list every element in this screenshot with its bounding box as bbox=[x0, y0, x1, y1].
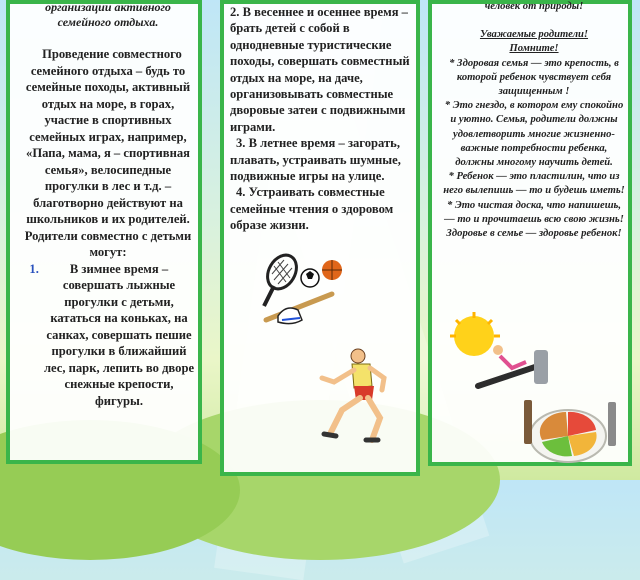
remember-heading: Помните! bbox=[509, 43, 559, 55]
sports-equipment-icon bbox=[252, 250, 344, 336]
left-column-text bbox=[20, 0, 196, 409]
left-panel bbox=[6, 0, 202, 464]
advice-line: Здоровье в семье — здоровье ребенок! bbox=[446, 228, 622, 240]
left-heading: организации активного семейного отдыха. bbox=[45, 0, 171, 29]
advice-line: * Это чистая доска, что напишешь, — то и прочитаешь всю свою жизнь! bbox=[444, 199, 624, 225]
list-item: 1. В зимнее время – совершать лыжные прогулки с детьми, кататься на коньках, на санках, совершать пешие прогулки в ближайший лес, парк, лепить во дворе снежные крепости, фигуры. bbox=[42, 261, 196, 410]
item-4: 4. Устраивать совместные семейные чтения о здоровом образе жизни. bbox=[230, 185, 394, 233]
advice-line: * Это гнездо, в котором ему спокойно и уютно. Семья, родители должны удовлетворить многие жизненно-важные потребности ребенка, должны многому научить детей. bbox=[444, 100, 624, 169]
activity-list bbox=[20, 261, 196, 410]
exercise-icon bbox=[448, 312, 558, 392]
item-2: 2. В весеннее и осеннее время – брать детей с собой в однодневные туристические походы, совершать совместный отдых на море, на даче, организовывать совместные дворовые затеи с подвижными играми. bbox=[230, 5, 410, 134]
advice-line: * Здоровая семья — это крепость, в которой ребенок чувствует себя защищенным ! bbox=[449, 57, 619, 98]
right-column-text bbox=[442, 0, 626, 241]
right-panel bbox=[428, 0, 632, 466]
left-paragraph: Проведение совместного семейного отдыха – будь то семейные походы, активный отдых на море, в горах, участие в спортивных семейных играх, например, «Папа, мама, я – спортивная семья», велосипедные прогулки в лес и т.д. – благотворно действуют на школьников и их родителей. Родители совместно с детьми могут: bbox=[24, 47, 192, 259]
greeting: Уважаемые родители! bbox=[479, 29, 589, 41]
middle-panel bbox=[220, 0, 420, 476]
runner-icon bbox=[312, 348, 392, 444]
right-top-line: человек от природы! bbox=[484, 1, 584, 12]
healthy-food-icon bbox=[520, 396, 620, 466]
item-3: 3. В летнее время – загорать, плавать, устраивать шумные, подвижные игры на улице. bbox=[230, 136, 401, 184]
advice-line: * Ребенок — это пластилин, что из него вылепишь — то и будешь иметь! bbox=[443, 171, 625, 197]
middle-column-text bbox=[230, 4, 416, 234]
